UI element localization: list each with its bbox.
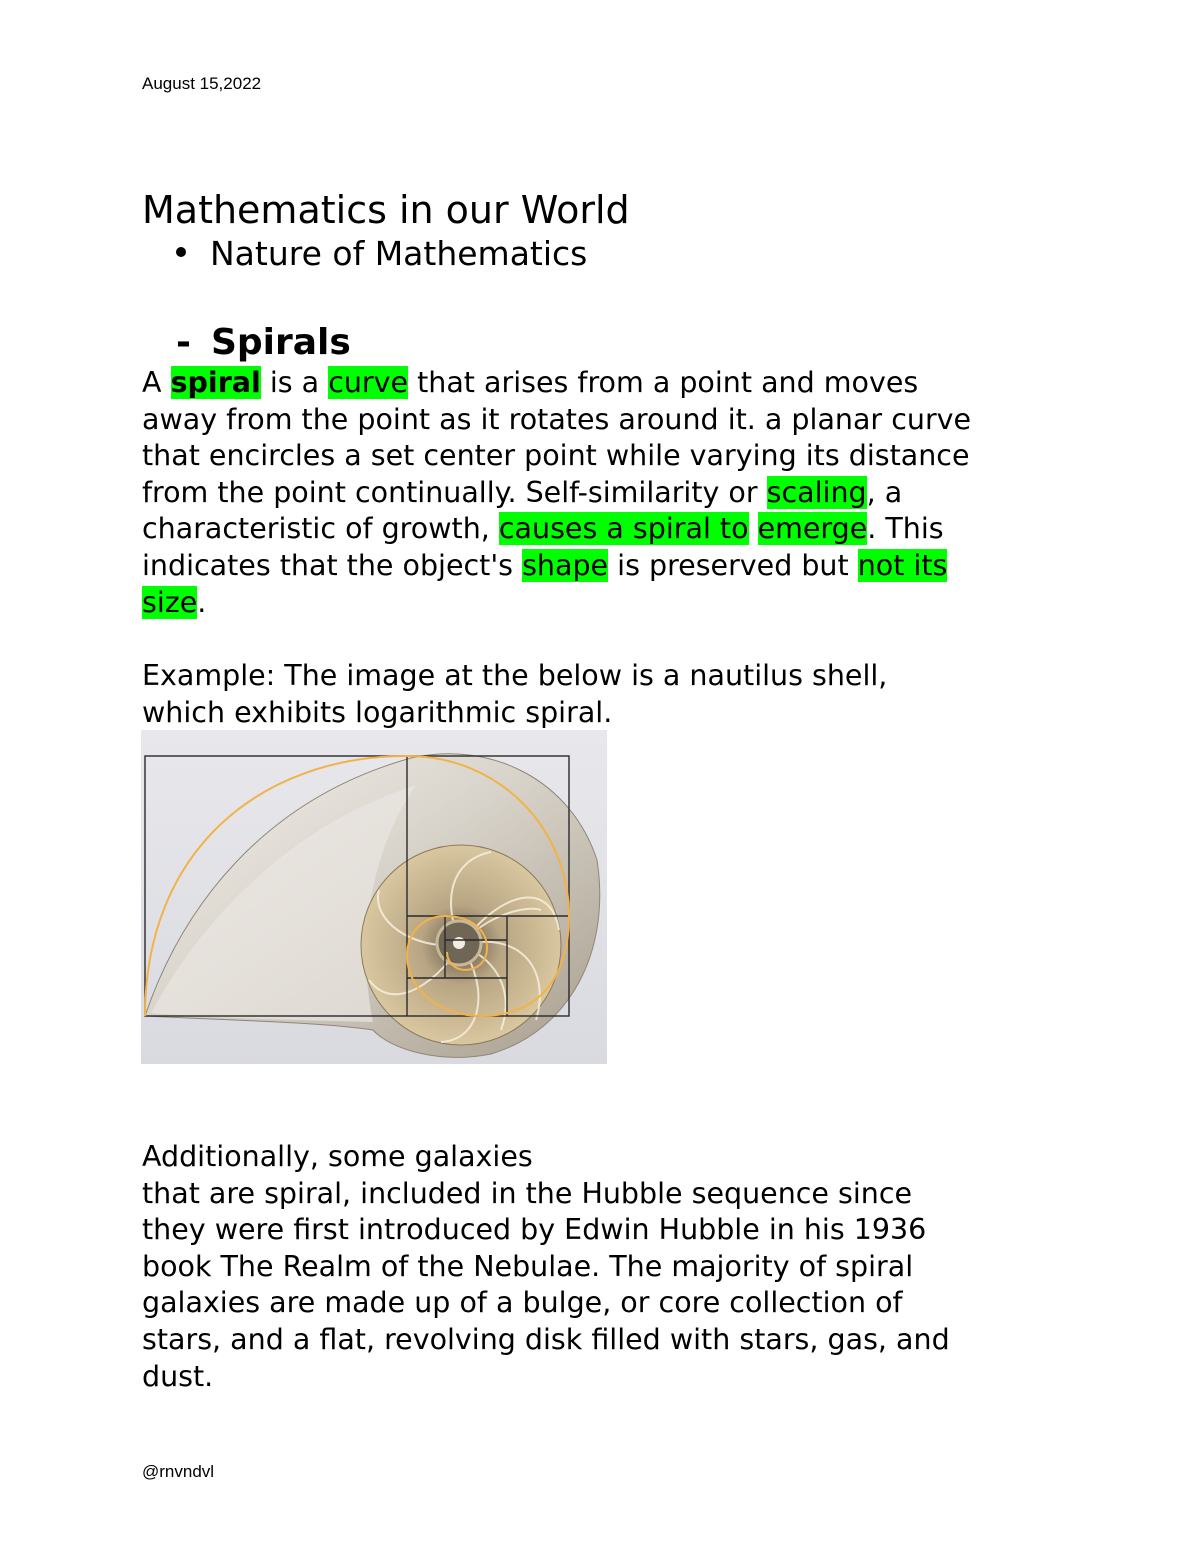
nautilus-shell-image — [141, 730, 607, 1064]
text-line — [142, 548, 1072, 585]
highlight-shape: shape — [522, 548, 609, 582]
paragraph-example — [142, 658, 1072, 731]
bullet-text: Nature of Mathematics — [210, 234, 588, 273]
text-run: from the point continually. Self-similarity or — [142, 475, 767, 509]
text-run: . This — [867, 512, 944, 546]
text-run: . — [197, 585, 207, 619]
text-line: galaxies are made up of a bulge, or core collection of — [142, 1286, 903, 1320]
text-line: Example: The image at the below is a nautilus shell, — [142, 659, 888, 692]
text-line: book The Realm of the Nebulae. The majority of spiral — [142, 1249, 914, 1283]
highlight-not-its: not its — [857, 548, 948, 582]
text-line — [142, 475, 1072, 512]
section-heading-text: Spirals — [210, 322, 351, 363]
text-line: they were first introduced by Edwin Hubble in his 1936 — [142, 1213, 927, 1247]
document-date: August 15,2022 — [142, 74, 262, 93]
text-run: is preserved but — [608, 548, 858, 582]
text-line: stars, and a flat, revolving disk filled with stars, gas, and — [142, 1322, 950, 1356]
dash-marker: - — [176, 322, 191, 363]
text-run: is a — [260, 366, 329, 399]
text-line: that encircles a set center point while varying its distance — [142, 439, 970, 473]
bullet-dot-icon — [176, 247, 186, 257]
text-run: , a — [866, 475, 903, 509]
text-line: Additionally, some galaxies — [142, 1140, 533, 1173]
highlight-curve: curve — [328, 366, 409, 399]
text-line: away from the point as it rotates around it. a planar curve — [142, 402, 972, 436]
text-run — [749, 512, 758, 545]
shell-core-center — [453, 937, 465, 949]
paragraph-galaxies — [142, 1139, 1072, 1395]
document-title: Mathematics in our World — [142, 188, 630, 232]
highlight-causes-a-spiral-to: causes a spiral to — [498, 512, 749, 546]
text-line: that are spiral, included in the Hubble sequence since — [142, 1176, 913, 1210]
text-run: indicates that the object's — [142, 548, 523, 582]
highlight-spiral: spiral — [170, 366, 261, 399]
text-run: characteristic of growth, — [142, 512, 499, 546]
text-run: A — [142, 366, 171, 399]
text-line — [142, 511, 1072, 548]
section-heading-spirals — [176, 322, 351, 363]
text-run: that arises from a point and moves — [408, 366, 919, 399]
text-line — [142, 365, 1072, 402]
bullet-item-nature-of-mathematics — [176, 234, 587, 273]
highlight-emerge: emerge — [757, 512, 868, 546]
highlight-scaling: scaling — [766, 475, 867, 509]
footer-handle: @rnvndvl — [142, 1462, 215, 1481]
text-line — [142, 585, 1072, 622]
text-line: which exhibits logarithmic spiral. — [142, 695, 613, 729]
highlight-size: size — [142, 585, 198, 619]
text-line: dust. — [142, 1359, 214, 1393]
paragraph-spiral-definition — [142, 365, 1072, 621]
